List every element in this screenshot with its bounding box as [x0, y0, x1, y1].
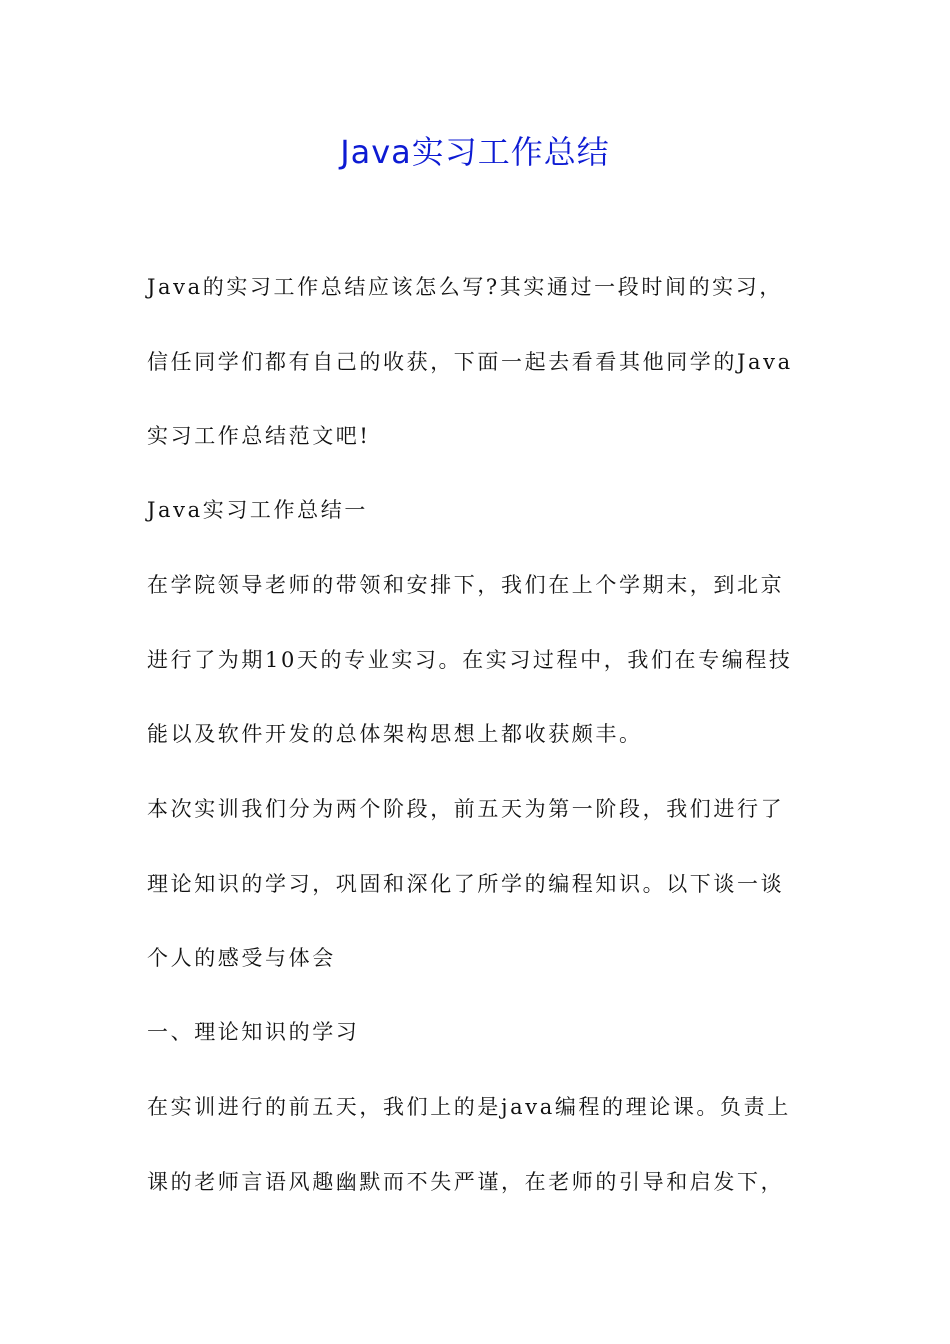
- paragraph-line: 进行了为期10天的专业实习。在实习过程中，我们在专编程技: [147, 648, 793, 672]
- paragraph-line: 实习工作总结范文吧!: [147, 424, 371, 448]
- document-title: Java实习工作总结: [340, 133, 610, 171]
- paragraph-line: 在学院领导老师的带领和安排下，我们在上个学期末，到北京: [147, 573, 785, 597]
- paragraph-line: 信任同学们都有自己的收获，下面一起去看看其他同学的Java: [147, 350, 793, 374]
- section-heading: Java实习工作总结一: [147, 498, 368, 522]
- paragraph-line: 能以及软件开发的总体架构思想上都收获颇丰。: [147, 722, 643, 746]
- paragraph-line: 理论知识的学习，巩固和深化了所学的编程知识。以下谈一谈: [147, 872, 785, 896]
- paragraph-line: 课的老师言语风趣幽默而不失严谨，在老师的引导和启发下，: [147, 1170, 785, 1194]
- paragraph-line: Java的实习工作总结应该怎么写?其实通过一段时间的实习，: [147, 275, 783, 299]
- section-heading: 一、理论知识的学习: [147, 1020, 360, 1044]
- paragraph-line: 本次实训我们分为两个阶段，前五天为第一阶段，我们进行了: [147, 797, 785, 821]
- paragraph-line: 在实训进行的前五天，我们上的是java编程的理论课。负责上: [147, 1095, 791, 1119]
- paragraph-line: 个人的感受与体会: [147, 946, 336, 970]
